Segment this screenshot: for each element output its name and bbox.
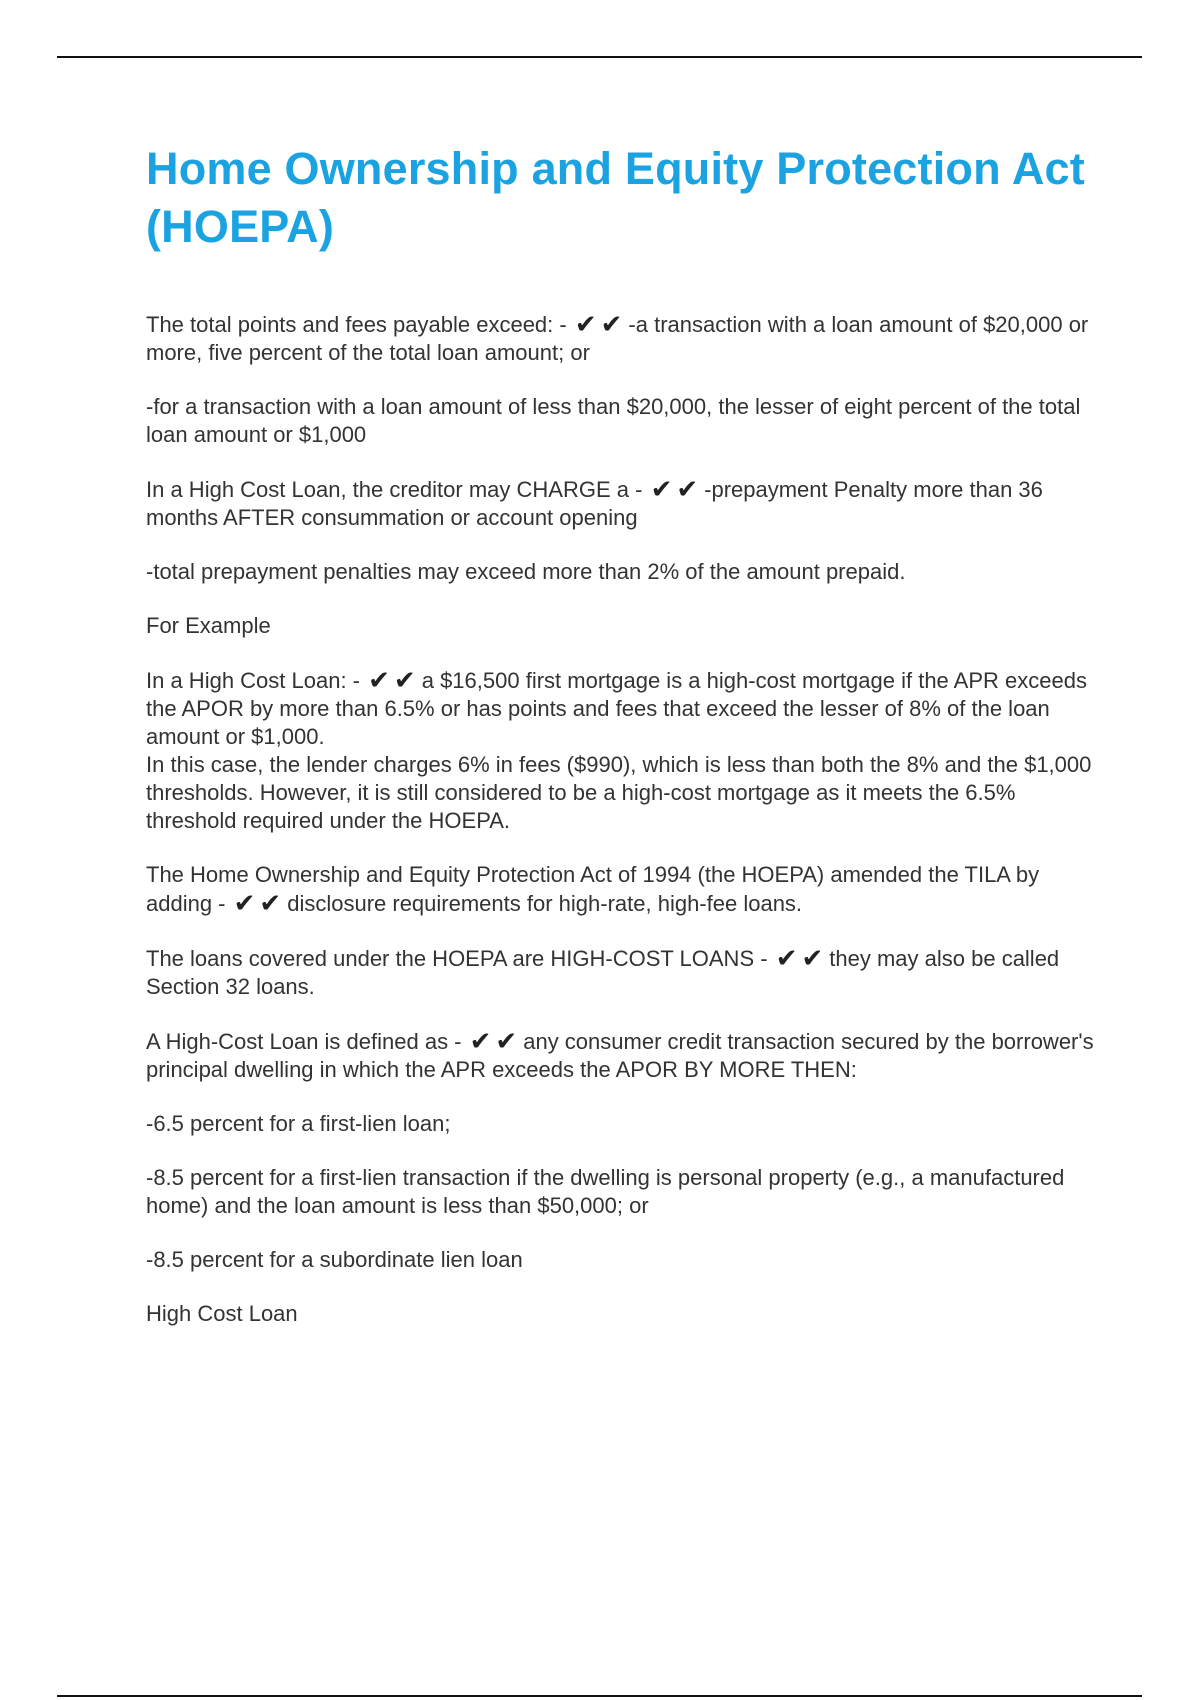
document-body: [146, 310, 1106, 1328]
question-text: A High-Cost Loan is defined as -: [146, 1029, 462, 1054]
answer-text: a $16,500 first mortgage is a high-cost mortgage if the APR exceeds the APOR by more than 6.5% or has points and fees that exceed the lesser of 8% of the loan amount or $1,000.: [146, 668, 1087, 749]
check-icon: ✔✔: [650, 474, 703, 504]
document-content: [146, 140, 1106, 1354]
paragraph-personal-property: -8.5 percent for a first-lien transaction if the dwelling is personal property (e.g., a manufactured home) and the loan amount is less than $50,000; or: [146, 1165, 1065, 1218]
check-icon: ✔✔: [368, 665, 420, 695]
paragraph-under-20000: -for a transaction with a loan amount of less than $20,000, the lesser of eight percent of the total loan amount or $1,000: [146, 394, 1081, 447]
question-text: In a High Cost Loan, the creditor may CHARGE a -: [146, 477, 643, 502]
paragraph-example-mortgage: [146, 666, 1106, 751]
question-text: In a High Cost Loan: -: [146, 668, 361, 693]
check-icon: ✔✔: [775, 943, 828, 973]
answer-text: disclosure requirements for high-rate, high-fee loans.: [287, 891, 803, 916]
check-icon: ✔✔: [574, 309, 627, 339]
paragraph-subordinate-lien: -8.5 percent for a subordinate lien loan: [146, 1247, 523, 1272]
question-text: The Home Ownership and Equity Protection Act of 1994 (the HOEPA) amended the TILA by adding -: [146, 862, 1040, 916]
question-text: The loans covered under the HOEPA are HIGH-COST LOANS -: [146, 946, 768, 971]
paragraph-high-cost-definition: [146, 1027, 1106, 1084]
paragraph-high-cost-loan: High Cost Loan: [146, 1301, 298, 1326]
paragraph-first-lien: -6.5 percent for a first-lien loan;: [146, 1111, 451, 1136]
top-rule: [57, 56, 1142, 58]
bottom-rule: [57, 1695, 1142, 1697]
paragraph-hoepa-1994: [146, 861, 1106, 918]
paragraph-covered-loans: [146, 944, 1106, 1001]
check-icon: ✔✔: [233, 888, 286, 918]
check-icon: ✔✔: [469, 1026, 522, 1056]
answer-text: they may also be called Section 32 loans.: [146, 946, 1060, 999]
paragraph-example-continuation: In this case, the lender charges 6% in fees ($990), which is less than both the 8% and the $1,000 thresholds. However, it is still considered to be a high-cost mortgage as it meets the 6.5% threshold required under the HOEPA.: [146, 752, 1092, 833]
answer-text: any consumer credit transaction secured by the borrower's principal dwelling in which the APR exceeds the APOR BY MORE THEN:: [146, 1029, 1094, 1082]
question-text: The total points and fees payable exceed: -: [146, 312, 567, 337]
paragraph-points-fees: [146, 310, 1106, 367]
answer-text: -prepayment Penalty more than 36 months AFTER consummation or account opening: [146, 477, 1043, 530]
paragraph-prepayment-charge: [146, 475, 1106, 532]
paragraph-prepayment-limit: -total prepayment penalties may exceed more than 2% of the amount prepaid.: [146, 559, 906, 584]
answer-text: -a transaction with a loan amount of $20,000 or more, five percent of the total loan amount; or: [146, 312, 1089, 365]
paragraph-for-example: For Example: [146, 613, 271, 638]
page-title: Home Ownership and Equity Protection Act (HOEPA): [146, 143, 1085, 252]
